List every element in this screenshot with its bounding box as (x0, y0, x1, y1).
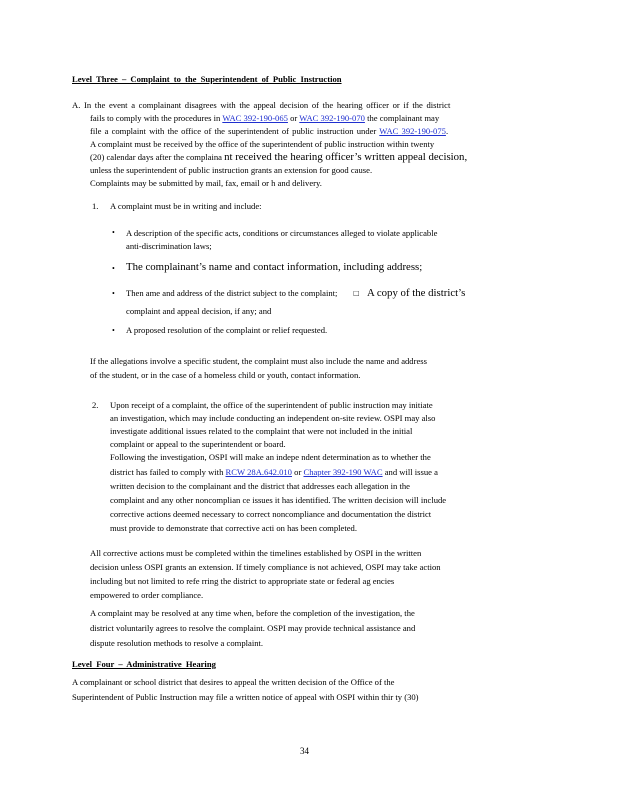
page-number: 34 (300, 746, 309, 756)
bullet-icon: • (112, 264, 115, 273)
resolved-line-3: dispute resolution methods to resolve a complaint. (90, 638, 264, 648)
chapter-392-190-wac-link[interactable]: Chapter 392-190 WAC (303, 467, 383, 477)
corrective-line-1: All corrective actions must be completed within the timelines established by OSPI in the written (90, 548, 422, 558)
para-a-line-1: A. In the event a complainant disagrees with the appeal decision of the hearing officer or if the district (72, 100, 451, 110)
wac-392-190-065-link[interactable]: WAC 392-190-065 (222, 113, 288, 123)
item-2-text: district has failed to comply with (110, 467, 224, 477)
corrective-line-2: decision unless OSPI grants an extension. If timely compliance is not achieved, OSPI may take action (90, 562, 441, 572)
item-2-line-1: Upon receipt of a complaint, the office of the superintendent of public instruction may initiate (110, 400, 433, 410)
wac-392-190-070-link[interactable]: WAC 392-190-070 (299, 113, 365, 123)
level-four-line-2: Superintendent of Public Instruction may file a written notice of appeal with OSPI within thir ty (30) (72, 692, 419, 702)
item-2-text: or (294, 467, 302, 477)
item-2-number: 2. (92, 400, 99, 410)
para-a-line-6: unless the superintendent of public instruction grants an extension for good cause. (90, 165, 373, 175)
item-2-line-7: written decision to the complainant and the district that addresses each allegation in the (110, 481, 410, 491)
para-a-text: fails to comply with the procedures in (90, 113, 221, 123)
para-a-text: or (290, 113, 298, 123)
level-four-line-1: A complainant or school district that desires to appeal the written decision of the Office of the (72, 677, 395, 687)
bullet-icon: • (112, 289, 115, 298)
level-four-heading: Level Four – Administrative Hearing (72, 659, 216, 669)
para-a-line-3 (90, 126, 448, 137)
bullet-icon: • (112, 228, 115, 237)
level-three-heading: Level Three – Complaint to the Superintendent of Public Instruction (72, 74, 342, 84)
bullet-1-line-1: A description of the specific acts, conditions or circumstances alleged to violate applicable (126, 228, 438, 238)
item-2-line-6 (110, 467, 438, 478)
homeless-line-2: of the student, or in the case of a homeless child or youth, contact information. (90, 370, 361, 380)
para-a-text: file a complaint with the office of the superintendent of public instruction under (90, 126, 377, 136)
bullet-3-line-1 (126, 288, 465, 299)
bullet-4-text: A proposed resolution of the complaint or relief requested. (126, 325, 328, 335)
bullet-1-line-2: anti-discrimination laws; (126, 241, 212, 251)
para-a-line-5 (90, 152, 467, 163)
item-2-line-4: complaint or appeal to the superintendent or board. (110, 439, 286, 449)
item-1-number: 1. (92, 201, 99, 211)
bullet-icon: • (112, 326, 115, 335)
item-2-line-2: an investigation, which may include conducting an independent on-site review. OSPI may also (110, 413, 436, 423)
resolved-line-1: A complaint may be resolved at any time when, before the completion of the investigation, the (90, 608, 415, 618)
rcw-28a-642-010-link[interactable]: RCW 28A.642.010 (225, 467, 292, 477)
item-2-line-5: Following the investigation, OSPI will make an indepe ndent determination as to whether the (110, 452, 431, 462)
para-a-line-4: A complaint must be received by the office of the superintendent of public instruction within twenty (90, 139, 435, 149)
item-2-line-8: complaint and any other noncomplian ce issues it has identified. The written decision will include (110, 495, 447, 505)
para-a-text: . (445, 126, 449, 136)
bullet-3-line-2: complaint and appeal decision, if any; and (126, 306, 272, 316)
corrective-line-3: including but not limited to refe rring the district to appropriate state or federal ag encies (90, 576, 395, 586)
bullet-2-text: The complainant’s name and contact information, including address; (126, 261, 423, 273)
item-2-line-10: must provide to demonstrate that corrective acti on has been completed. (110, 523, 357, 533)
homeless-line-1: If the allegations involve a specific student, the complaint must also include the name and address (90, 356, 427, 366)
para-a-text: nt received the hearing officer’s written appeal decision, (224, 151, 468, 163)
bullet-3-text: Then ame and address of the district subject to the complaint; (126, 288, 338, 298)
para-a-line-2 (90, 113, 439, 124)
item-2-text: and will issue a (384, 467, 438, 477)
para-a-text: the complainant may (367, 113, 440, 123)
item-2-line-3: investigate additional issues related to the complaint that were not included in the initial (110, 426, 413, 436)
item-2-line-9: corrective actions deemed necessary to correct noncompliance and documentation the district (110, 509, 432, 519)
item-1-text: A complaint must be in writing and include: (110, 201, 262, 211)
checkbox-symbol-icon: □ (353, 288, 359, 298)
corrective-line-4: empowered to order compliance. (90, 590, 204, 600)
para-a-line-7: Complaints may be submitted by mail, fax, email or h and delivery. (90, 178, 322, 188)
resolved-line-2: district voluntarily agrees to resolve the complaint. OSPI may provide technical assistance and (90, 623, 416, 633)
bullet-3-text: A copy of the district’s (366, 287, 466, 299)
para-a-text: (20) calendar days after the complaina (90, 152, 222, 162)
wac-392-190-075-link[interactable]: WAC 392-190-075 (379, 126, 446, 136)
